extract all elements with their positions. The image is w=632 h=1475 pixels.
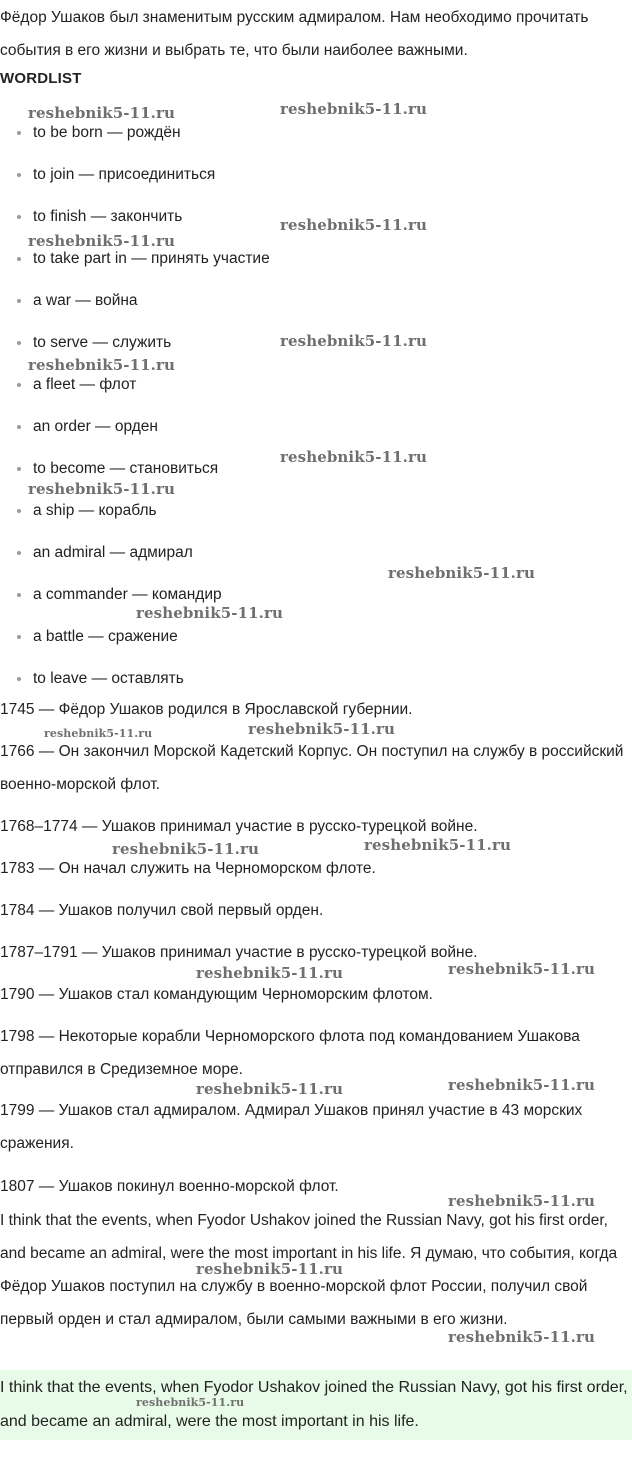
answer-box	[0, 1370, 632, 1440]
watermark: reshebnik5-11.ru	[196, 1260, 343, 1278]
wordlist	[0, 112, 632, 700]
watermark: reshebnik5-11.ru	[280, 332, 427, 350]
watermark: reshebnik5-11.ru	[364, 836, 511, 854]
list-item: to become — становиться	[0, 448, 632, 490]
watermark: reshebnik5-11.ru	[136, 604, 283, 622]
timeline-entry: 1745 — Фёдор Ушаков родился в Ярославской губернии.	[0, 701, 413, 718]
watermark: reshebnik5-11.ru	[388, 564, 535, 582]
bullet-icon	[17, 425, 21, 429]
watermark: reshebnik5-11.ru	[28, 232, 175, 250]
bullet-icon	[17, 467, 21, 471]
list-item: a war — война	[0, 280, 632, 322]
timeline-entry: 1784 — Ушаков получил свой первый орден.	[0, 902, 324, 919]
watermark: reshebnik5-11.ru	[280, 100, 427, 118]
list-item: to leave — оставлять	[0, 658, 632, 700]
intro-paragraph: Фёдор Ушаков был знаменитым русским адмиралом. Нам необходимо прочитать события в его жизни и выбрать те, что были наиболее важными.	[0, 9, 589, 59]
watermark: reshebnik5-11.ru	[448, 1328, 595, 1346]
list-item: an admiral — адмирал	[0, 532, 632, 574]
bullet-icon	[17, 299, 21, 303]
bullet-icon	[17, 509, 21, 513]
list-item: to finish — закончить	[0, 196, 632, 238]
wordlist-heading: WORDLIST	[0, 70, 82, 87]
watermark: reshebnik5-11.ru	[28, 480, 175, 498]
timeline-entry: 1787–1791 — Ушаков принимал участие в русско-турецкой войне.	[0, 944, 478, 961]
list-item: an order — орден	[0, 406, 632, 448]
watermark: reshebnik5-11.ru	[196, 964, 343, 982]
timeline-entry: 1768–1774 — Ушаков принимал участие в русско-турецкой войне.	[0, 818, 478, 835]
bullet-icon	[17, 593, 21, 597]
list-item: a fleet — флот	[0, 364, 632, 406]
timeline-entry: 1766 — Он закончил Морской Кадетский Корпус. Он поступил на службу в российский военно-морской флот.	[0, 743, 624, 793]
bullet-icon	[17, 341, 21, 345]
watermark: reshebnik5-11.ru	[448, 1076, 595, 1094]
watermark: reshebnik5-11.ru	[28, 356, 175, 374]
bullet-icon	[17, 215, 21, 219]
watermark: reshebnik5-11.ru	[448, 960, 595, 978]
timeline-entry: 1790 — Ушаков стал командующим Черноморским флотом.	[0, 986, 433, 1003]
bullet-icon	[17, 677, 21, 681]
timeline-entry: 1807 — Ушаков покинул военно-морской флот.	[0, 1178, 339, 1195]
watermark: reshebnik5-11.ru	[248, 720, 395, 738]
watermark: reshebnik5-11.ru	[44, 727, 153, 740]
watermark: reshebnik5-11.ru	[136, 1396, 245, 1409]
conclusion-paragraph: I think that the events, when Fyodor Ushakov joined the Russian Navy, got his first order, and became an admiral, were the most important in his life. Я думаю, что события, когда Фёдор Ушаков поступил на службу в военно-морской флот России, получил свой первый орден и стал адмиралом, были самыми важными в его жизни.	[0, 1212, 618, 1328]
list-item: a battle — сражение	[0, 616, 632, 658]
list-item: to join — присоединиться	[0, 154, 632, 196]
watermark: reshebnik5-11.ru	[280, 448, 427, 466]
answer-text: I think that the events, when Fyodor Ushakov joined the Russian Navy, got his first order, and became an admiral, were the most important in his life.	[0, 1379, 628, 1430]
timeline-entry: 1799 — Ушаков стал адмиралом. Адмирал Ушаков принял участие в 43 морских сражения.	[0, 1102, 583, 1152]
watermark: reshebnik5-11.ru	[28, 104, 175, 122]
bullet-icon	[17, 635, 21, 639]
list-item: a ship — корабль	[0, 490, 632, 532]
list-item: to take part in — принять участие	[0, 238, 632, 280]
timeline-entry: 1783 — Он начал служить на Черноморском флоте.	[0, 860, 376, 877]
list-item: to serve — служить	[0, 322, 632, 364]
bullet-icon	[17, 173, 21, 177]
bullet-icon	[17, 383, 21, 387]
list-item: to be born — рождён	[0, 112, 632, 154]
bullet-icon	[17, 131, 21, 135]
list-item: a commander — командир	[0, 574, 632, 616]
bullet-icon	[17, 257, 21, 261]
watermark: reshebnik5-11.ru	[280, 216, 427, 234]
timeline-entry: 1798 — Некоторые корабли Черноморского флота под командованием Ушакова отправился в Средиземное море.	[0, 1028, 580, 1078]
bullet-icon	[17, 551, 21, 555]
watermark: reshebnik5-11.ru	[196, 1080, 343, 1098]
watermark: reshebnik5-11.ru	[112, 840, 259, 858]
watermark: reshebnik5-11.ru	[448, 1192, 595, 1210]
